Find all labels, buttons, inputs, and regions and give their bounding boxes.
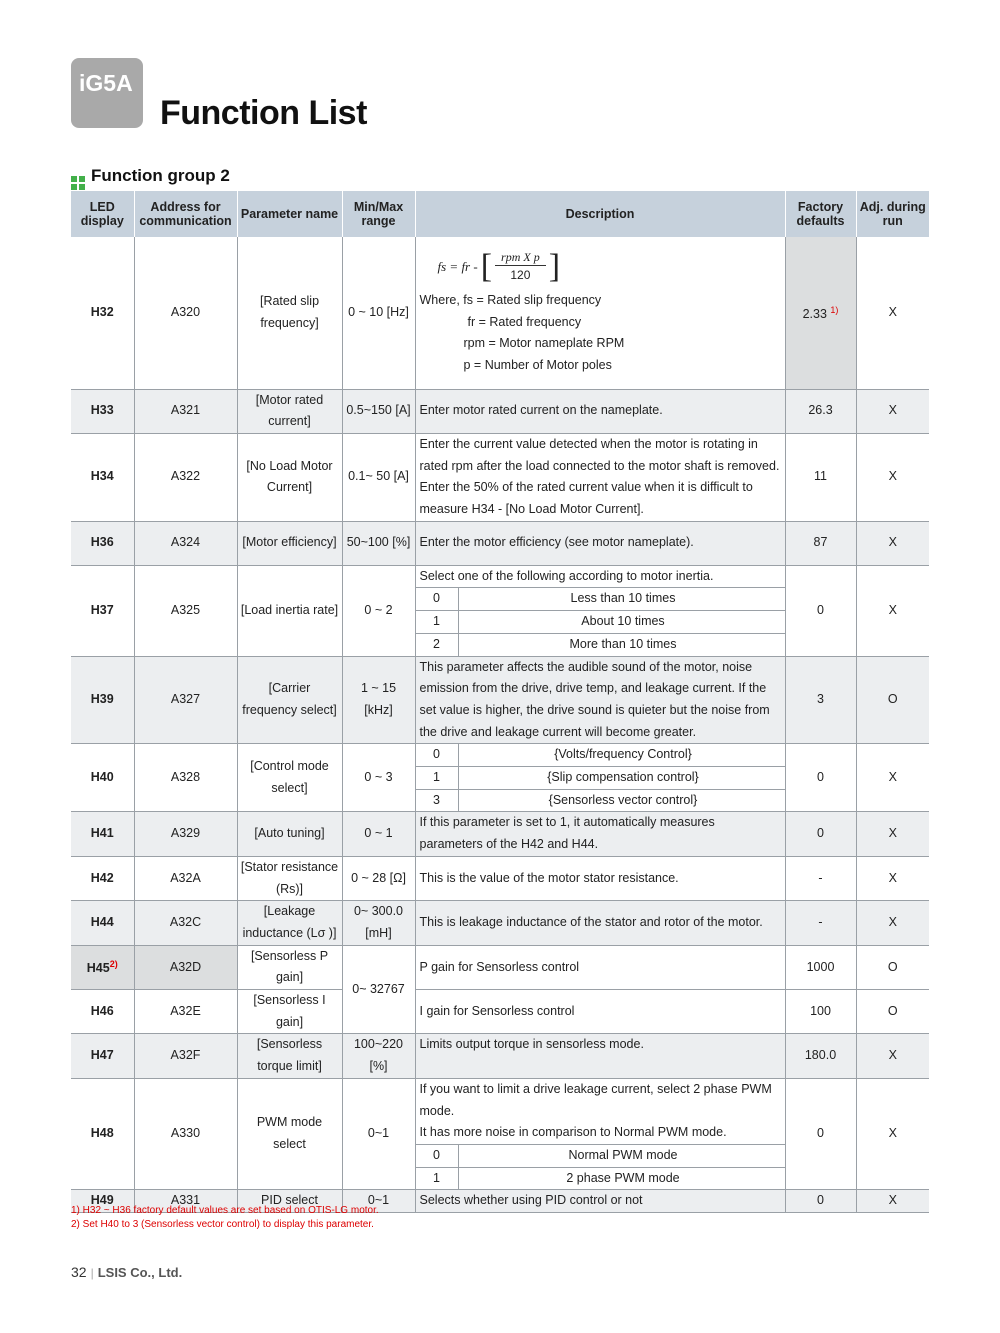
description-cell: This is leakage inductance of the stator and rotor of the motor.	[415, 901, 785, 945]
param-cell: [Stator resistance (Rs)]	[237, 856, 342, 900]
table-row	[71, 990, 929, 1034]
range-cell: 1 ~ 15 [kHz]	[342, 656, 415, 744]
range-cell: 100~220 [%]	[342, 1034, 415, 1078]
adj-cell: X	[856, 237, 929, 389]
address-cell: A329	[134, 812, 237, 856]
model-badge: iG5A	[71, 58, 143, 128]
option-value: 0	[416, 588, 459, 611]
col-range: Min/Max range	[342, 191, 415, 237]
col-adj: Adj. during run	[856, 191, 929, 237]
col-address: Address for communication	[134, 191, 237, 237]
param-cell: [Rated slip frequency]	[237, 237, 342, 389]
description-cell: This is the value of the motor stator resistance.	[415, 856, 785, 900]
col-description: Description	[415, 191, 785, 237]
led-cell: H49	[71, 1190, 134, 1213]
factory-cell: 3	[785, 656, 856, 744]
option-label: About 10 times	[458, 611, 785, 634]
where-line: Where, fs = Rated slip frequency	[419, 293, 602, 307]
option-value: 1	[416, 767, 459, 790]
factory-value: 2.33	[802, 306, 827, 321]
option-value: 2	[416, 633, 459, 655]
formula-numerator: rpm X p	[495, 249, 546, 266]
table-row	[71, 945, 929, 989]
factory-cell: 100	[785, 990, 856, 1034]
factory-cell: 0	[785, 1078, 856, 1190]
grid-bullet-icon	[71, 176, 85, 190]
range-cell: 0 ~ 3	[342, 744, 415, 812]
led-cell: H32	[71, 237, 134, 389]
table-row	[71, 389, 929, 433]
table-row	[71, 744, 929, 812]
address-cell: A32C	[134, 901, 237, 945]
table-header	[71, 191, 929, 237]
formula-lhs: fs = fr -	[437, 258, 478, 274]
address-cell: A322	[134, 433, 237, 521]
led-cell: H46	[71, 990, 134, 1034]
option-value: 1	[416, 1167, 459, 1189]
address-cell: A324	[134, 521, 237, 565]
param-cell: [Auto tuning]	[237, 812, 342, 856]
param-cell: [Load inertia rate]	[237, 565, 342, 656]
page-number: 32	[71, 1264, 87, 1280]
range-cell: 0 ~ 2	[342, 565, 415, 656]
col-led: LED display	[71, 191, 134, 237]
option-value: 1	[416, 611, 459, 634]
option-row	[416, 588, 785, 611]
option-row	[416, 633, 785, 655]
led-cell: H39	[71, 656, 134, 744]
col-factory: Factory defaults	[785, 191, 856, 237]
range-cell: 0.5~150 [A]	[342, 389, 415, 433]
range-cell: 0~1	[342, 1078, 415, 1190]
adj-cell: X	[856, 856, 929, 900]
range-cell: 0.1~ 50 [A]	[342, 433, 415, 521]
table-row	[71, 656, 929, 744]
adj-cell: X	[856, 389, 929, 433]
footnote-ref: 1)	[830, 304, 839, 315]
formula-denominator: 120	[510, 268, 531, 282]
option-list	[416, 744, 785, 811]
table-row	[71, 856, 929, 900]
address-cell: A327	[134, 656, 237, 744]
option-row	[416, 789, 785, 811]
address-cell: A331	[134, 1190, 237, 1213]
range-cell: 0~ 32767	[342, 945, 415, 1034]
factory-cell: -	[785, 901, 856, 945]
address-cell: A32A	[134, 856, 237, 900]
address-cell: A32F	[134, 1034, 237, 1078]
table-row	[71, 433, 929, 521]
option-row	[416, 767, 785, 790]
option-row	[416, 744, 785, 766]
adj-cell: X	[856, 901, 929, 945]
description-cell: I gain for Sensorless control	[415, 990, 785, 1034]
factory-cell: 26.3	[785, 389, 856, 433]
table-row	[71, 565, 929, 656]
range-cell: 0 ~ 28 [Ω]	[342, 856, 415, 900]
table-row	[71, 1034, 929, 1078]
description-cell: This parameter affects the audible sound of the motor, noise emission from the drive, drive temp, and leakage current. If the set value is higher, the drive sound is quieter but the noise from the drive and leakage current will become greater.	[415, 656, 785, 744]
adj-cell: X	[856, 1034, 929, 1078]
led-cell: H44	[71, 901, 134, 945]
option-value: 0	[416, 1145, 459, 1168]
address-cell: A325	[134, 565, 237, 656]
slip-formula: fs = fr - [ $\frac{\text{rpm X p}}{120}$ ]	[437, 247, 561, 285]
adj-cell: O	[856, 945, 929, 989]
param-cell: PWM mode select	[237, 1078, 342, 1190]
factory-cell	[785, 237, 856, 389]
factory-cell: -	[785, 856, 856, 900]
factory-cell: 0	[785, 812, 856, 856]
table-row	[71, 812, 929, 856]
led-cell: H33	[71, 389, 134, 433]
footnotes	[71, 1204, 379, 1232]
where-line: fr = Rated frequency	[467, 314, 582, 329]
company-name: LSIS Co., Ltd.	[97, 1265, 183, 1280]
option-row	[416, 1167, 785, 1189]
where-line: rpm = Motor nameplate RPM	[463, 336, 625, 351]
option-label: Normal PWM mode	[458, 1145, 785, 1168]
led-cell: H47	[71, 1034, 134, 1078]
description-cell	[415, 1078, 785, 1190]
option-label: {Slip compensation control}	[458, 767, 785, 790]
adj-cell: X	[856, 521, 929, 565]
adj-cell: X	[856, 1078, 929, 1190]
range-cell: 0~ 300.0 [mH]	[342, 901, 415, 945]
footer-separator: |	[90, 1266, 94, 1280]
footnote-ref: 2)	[109, 959, 118, 970]
param-cell: [Sensorless I gain]	[237, 990, 342, 1034]
led-cell: H40	[71, 744, 134, 812]
param-cell: PID select	[237, 1190, 342, 1213]
led-cell: H37	[71, 565, 134, 656]
address-cell: A330	[134, 1078, 237, 1190]
option-label: 2 phase PWM mode	[458, 1167, 785, 1189]
description-cell: Selects whether using PID control or not	[415, 1190, 785, 1213]
range-cell: 0 ~ 10 [Hz]	[342, 237, 415, 389]
adj-cell: X	[856, 433, 929, 521]
address-cell: A32D	[134, 945, 237, 989]
led-cell: H36	[71, 521, 134, 565]
param-cell: [Carrier frequency select]	[237, 656, 342, 744]
option-label: {Volts/frequency Control}	[554, 747, 692, 762]
adj-cell: X	[856, 744, 929, 812]
adj-cell: O	[856, 990, 929, 1034]
description-cell: P gain for Sensorless control	[415, 945, 785, 989]
param-cell: [Sensorless torque limit]	[237, 1034, 342, 1078]
option-label: {Sensorless vector control}	[458, 789, 785, 811]
param-cell: [Control mode select]	[237, 744, 342, 812]
option-list	[416, 587, 785, 655]
factory-cell: 180.0	[785, 1034, 856, 1078]
adj-cell: O	[856, 656, 929, 744]
address-cell: A320	[134, 237, 237, 389]
range-cell: 0~1	[342, 1190, 415, 1213]
factory-cell: 1000	[785, 945, 856, 989]
option-list	[416, 1144, 785, 1189]
factory-cell: 87	[785, 521, 856, 565]
param-cell: [Leakage inductance (Lσ )]	[237, 901, 342, 945]
description-cell: Enter the current value detected when the motor is rotating in rated rpm after the load connected to the motor shaft is removed. Enter the 50% of the rated current value when it is difficult to measure H34 - [No Load Motor Current].	[415, 433, 785, 521]
option-label: Less than 10 times	[458, 588, 785, 611]
option-intro: Select one of the following according to motor inertia.	[419, 568, 714, 583]
led-cell: H42	[71, 856, 134, 900]
option-row	[416, 611, 785, 634]
footnote: 2) Set H40 to 3 (Sensorless vector control) to display this parameter.	[71, 1219, 374, 1230]
where-line: p = Number of Motor poles	[463, 358, 612, 373]
led-cell	[71, 945, 134, 989]
description-cell: Limits output torque in sensorless mode.	[415, 1034, 785, 1078]
adj-cell: X	[856, 1190, 929, 1213]
description-text: It has more noise in comparison to Normal PWM mode.	[419, 1125, 727, 1140]
factory-cell: 0	[785, 1190, 856, 1213]
section-heading	[71, 166, 230, 190]
param-cell: [Motor efficiency]	[237, 521, 342, 565]
range-cell: 0 ~ 1	[342, 812, 415, 856]
led-cell: H41	[71, 812, 134, 856]
param-cell: [Motor rated current]	[237, 389, 342, 433]
page-title: Function List	[160, 94, 367, 132]
factory-cell: 0	[785, 744, 856, 812]
led-cell: H48	[71, 1078, 134, 1190]
footnote: 1) H32 ~ H36 factory default values are set based on OTIS-LG motor.	[71, 1205, 379, 1216]
factory-cell: 0	[785, 565, 856, 656]
page-footer	[71, 1264, 182, 1280]
table-row	[71, 901, 929, 945]
range-cell: 50~100 [%]	[342, 521, 415, 565]
col-parameter: Parameter name	[237, 191, 342, 237]
address-cell: A32E	[134, 990, 237, 1034]
factory-cell: 11	[785, 433, 856, 521]
adj-cell: X	[856, 812, 929, 856]
table-row	[71, 521, 929, 565]
address-cell: A328	[134, 744, 237, 812]
param-cell: [Sensorless P gain]	[237, 945, 342, 989]
option-row	[416, 1145, 785, 1168]
param-cell: [No Load Motor Current]	[237, 433, 342, 521]
description-cell	[415, 237, 785, 389]
function-table	[71, 191, 929, 1213]
description-text: If you want to limit a drive leakage current, select 2 phase PWM mode.	[419, 1081, 772, 1118]
led-cell: H34	[71, 433, 134, 521]
description-cell: Enter motor rated current on the nameplate.	[415, 389, 785, 433]
section-title: Function group 2	[91, 166, 230, 185]
option-value: 3	[416, 789, 459, 811]
description-cell	[415, 565, 785, 656]
table-row	[71, 1078, 929, 1190]
option-label: More than 10 times	[458, 633, 785, 655]
description-cell: Enter the motor efficiency (see motor nameplate).	[415, 521, 785, 565]
led-value: H45	[86, 961, 110, 976]
address-cell: A321	[134, 389, 237, 433]
adj-cell: X	[856, 565, 929, 656]
description-cell: If this parameter is set to 1, it automatically measures parameters of the H42 and H44.	[415, 812, 785, 856]
description-cell	[415, 744, 785, 812]
table-row	[71, 237, 929, 389]
option-value: 0	[416, 744, 459, 766]
